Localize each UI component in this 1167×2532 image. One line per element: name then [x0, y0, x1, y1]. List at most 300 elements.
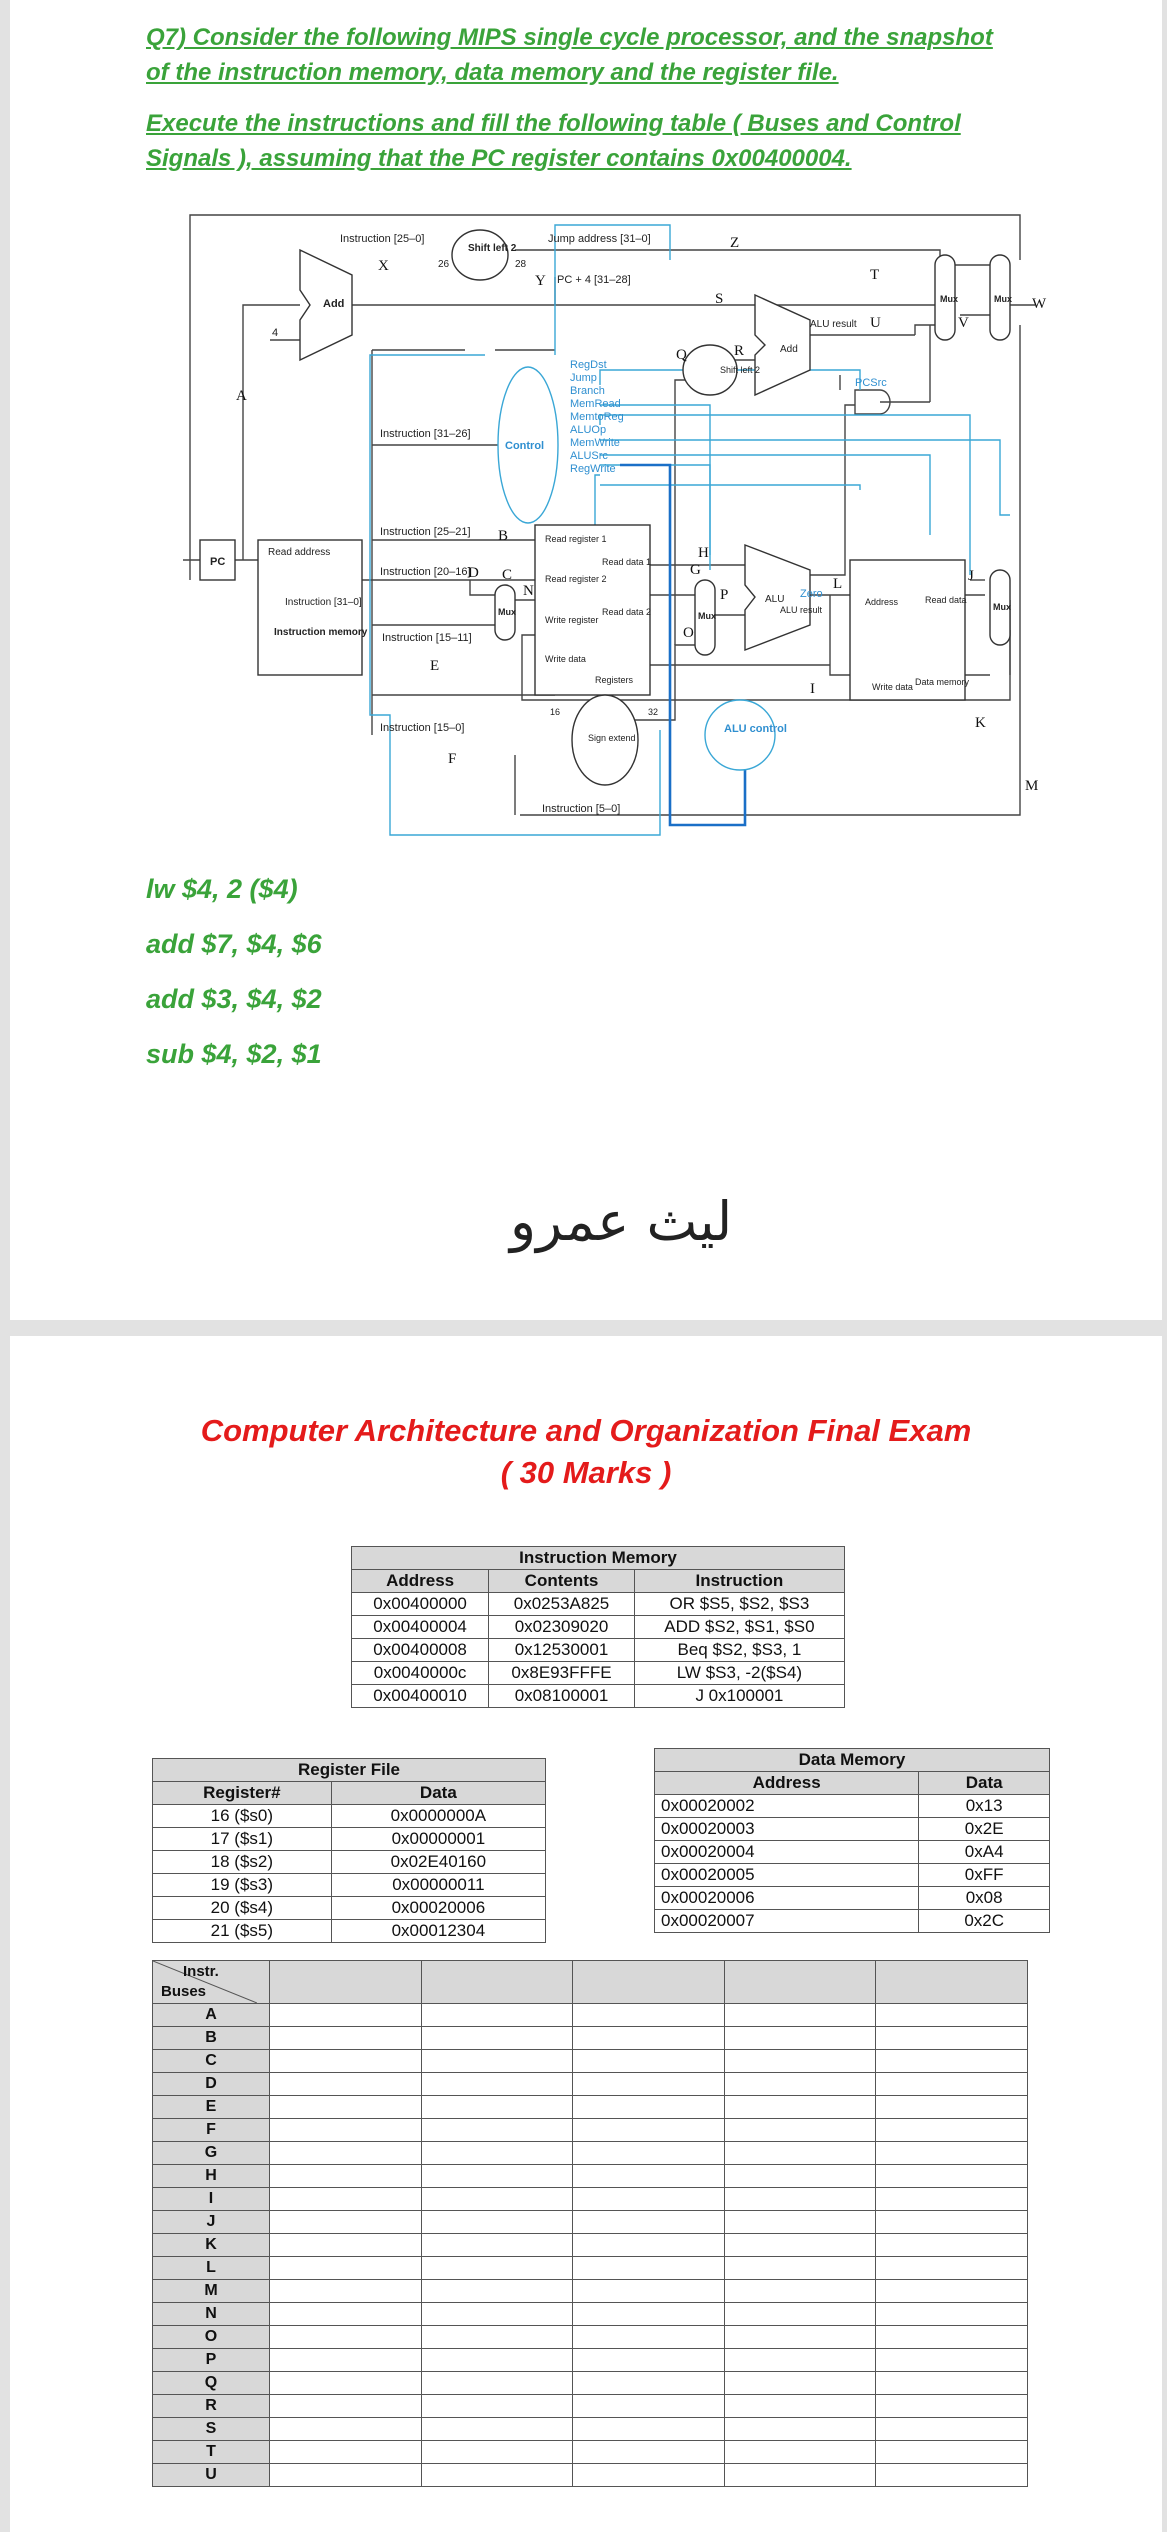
answer-cell[interactable] — [270, 2372, 422, 2395]
im-cell: 0x0040000c — [352, 1662, 489, 1685]
im-cell: 0x8E93FFFE — [489, 1662, 635, 1685]
answer-cell[interactable] — [573, 2257, 725, 2280]
answer-cell[interactable] — [876, 2188, 1028, 2211]
bus-row-label: S — [153, 2418, 270, 2441]
answer-cell[interactable] — [421, 2119, 573, 2142]
answer-cell[interactable] — [876, 2165, 1028, 2188]
answer-cell[interactable] — [876, 2096, 1028, 2119]
im-header-address: Address — [352, 1570, 489, 1593]
answer-cell[interactable] — [270, 2096, 422, 2119]
answer-cell[interactable] — [421, 2096, 573, 2119]
answer-cell[interactable] — [876, 2280, 1028, 2303]
answer-cell[interactable] — [724, 2004, 876, 2027]
table-row — [352, 1662, 845, 1685]
answer-cell[interactable] — [724, 2303, 876, 2326]
rf-cell: 19 ($s3) — [153, 1874, 332, 1897]
table-row — [153, 1805, 546, 1828]
answer-cell[interactable] — [876, 2142, 1028, 2165]
bus-row-label: U — [153, 2464, 270, 2487]
answer-cell[interactable] — [421, 2349, 573, 2372]
answer-cell[interactable] — [876, 2326, 1028, 2349]
answer-cell[interactable] — [876, 2257, 1028, 2280]
answer-cell[interactable] — [724, 2188, 876, 2211]
answer-cell[interactable] — [421, 2326, 573, 2349]
rf-cell: 0x00000011 — [331, 1874, 545, 1897]
answer-cell[interactable] — [724, 2165, 876, 2188]
answer-cell[interactable] — [573, 2326, 725, 2349]
answer-cell[interactable] — [270, 2280, 422, 2303]
table-row — [655, 1910, 1050, 1933]
label-memread: MemRead — [570, 398, 621, 410]
label-instr-5-0: Instruction [5–0] — [542, 803, 621, 815]
table-row — [352, 1639, 845, 1662]
answer-row — [153, 2050, 1028, 2073]
answer-cell[interactable] — [421, 2372, 573, 2395]
answer-cell[interactable] — [724, 2441, 876, 2464]
bus-row-label: R — [153, 2395, 270, 2418]
im-cell: 0x02309020 — [489, 1616, 635, 1639]
table-row — [153, 1851, 546, 1874]
answer-cell[interactable] — [573, 2280, 725, 2303]
bus-row-label: T — [153, 2441, 270, 2464]
answer-row — [153, 2464, 1028, 2487]
label-sign-extend: Sign extend — [588, 733, 636, 743]
answer-row — [153, 2349, 1028, 2372]
answer-cell[interactable] — [270, 2119, 422, 2142]
answer-cell[interactable] — [573, 2418, 725, 2441]
dm-cell: 0x00020007 — [655, 1910, 919, 1933]
label-read-data: Read data — [925, 595, 967, 605]
bus-label-R: R — [734, 343, 745, 359]
answer-cell[interactable] — [724, 2096, 876, 2119]
exam-title: Computer Architecture and Organization Final Exam — [200, 1413, 972, 1448]
rf-header-data: Data — [331, 1782, 545, 1805]
answer-cell[interactable] — [421, 2050, 573, 2073]
bus-label-Q: Q — [676, 347, 687, 363]
label-read-address: Read address — [268, 547, 331, 558]
answer-cell[interactable] — [270, 2188, 422, 2211]
im-header-instruction: Instruction — [634, 1570, 844, 1593]
data-memory-table — [654, 1748, 1050, 1933]
label-alu: ALU — [765, 594, 785, 605]
label-mux-5: Mux — [993, 602, 1011, 612]
bus-label-W: W — [1032, 296, 1047, 312]
answer-row — [153, 2188, 1028, 2211]
answer-cell[interactable] — [876, 2004, 1028, 2027]
label-instr-15-0: Instruction [15–0] — [380, 722, 465, 734]
corner-instr-label: Instr. — [183, 1963, 219, 1980]
table-row — [153, 1920, 546, 1943]
im-header-contents: Contents — [489, 1570, 635, 1593]
label-aluop: ALUOp — [570, 424, 607, 436]
answer-row — [153, 2211, 1028, 2234]
answer-cell[interactable] — [270, 2349, 422, 2372]
label-instr-25-21: Instruction [25–21] — [380, 526, 471, 538]
label-address: Address — [865, 597, 899, 607]
answer-cell[interactable] — [421, 2165, 573, 2188]
table-row — [153, 1874, 546, 1897]
answer-row — [153, 2395, 1028, 2418]
table-row — [655, 1864, 1050, 1887]
answer-cell[interactable] — [270, 2211, 422, 2234]
answer-cell[interactable] — [270, 2326, 422, 2349]
question-line-1: Q7) Consider the following MIPS single cycle processor, and the snapshot — [146, 24, 993, 51]
answer-cell[interactable] — [270, 2303, 422, 2326]
bus-label-O: O — [683, 625, 694, 641]
answer-row — [153, 2119, 1028, 2142]
label-alu-result-1: ALU result — [810, 319, 857, 330]
dm-header-data: Data — [919, 1772, 1050, 1795]
label-n4: 4 — [272, 327, 279, 339]
answer-cell[interactable] — [724, 2280, 876, 2303]
im-cell: 0x00400010 — [352, 1685, 489, 1708]
table-row — [655, 1887, 1050, 1910]
im-cell: Beq $S2, $S3, 1 — [634, 1639, 844, 1662]
dm-cell: 0x00020006 — [655, 1887, 919, 1910]
answer-cell[interactable] — [724, 2234, 876, 2257]
answer-row — [153, 2418, 1028, 2441]
answer-cell[interactable] — [573, 2188, 725, 2211]
answer-cell[interactable] — [724, 2464, 876, 2487]
bus-row-label: F — [153, 2119, 270, 2142]
answer-cell[interactable] — [270, 2464, 422, 2487]
dm-header-address: Address — [655, 1772, 919, 1795]
bus-label-B: B — [498, 528, 509, 544]
label-instruction-memory: Instruction memory — [274, 627, 368, 638]
answer-row — [153, 2165, 1028, 2188]
answer-row — [153, 2073, 1028, 2096]
bus-row-label: J — [153, 2211, 270, 2234]
answer-cell[interactable] — [573, 2165, 725, 2188]
bus-label-C: C — [502, 567, 513, 583]
code-line-1: lw $4, 2 ($4) — [146, 874, 298, 904]
register-file-table — [152, 1758, 546, 1943]
label-mux-2: Mux — [994, 294, 1012, 304]
label-read-register-2: Read register 2 — [545, 574, 607, 584]
bus-row-label: E — [153, 2096, 270, 2119]
answer-cell[interactable] — [421, 2464, 573, 2487]
table-row — [352, 1685, 845, 1708]
answer-cell[interactable] — [573, 2395, 725, 2418]
answer-cell[interactable] — [876, 2234, 1028, 2257]
label-read-data-1: Read data 1 — [602, 557, 652, 567]
answer-cell[interactable] — [573, 2372, 725, 2395]
bus-row-label: O — [153, 2326, 270, 2349]
bus-row-label: Q — [153, 2372, 270, 2395]
bus-label-Y: Y — [535, 273, 546, 289]
answer-row — [153, 2234, 1028, 2257]
answer-cell[interactable] — [270, 2004, 422, 2027]
bus-row-label: H — [153, 2165, 270, 2188]
answer-cell[interactable] — [724, 2050, 876, 2073]
page-2 — [10, 1336, 1162, 2532]
label-mux-4: Mux — [698, 611, 716, 621]
answer-cell[interactable] — [876, 2418, 1028, 2441]
rf-cell: 18 ($s2) — [153, 1851, 332, 1874]
answer-header-cell[interactable] — [270, 1961, 422, 2004]
bus-label-U: U — [870, 315, 881, 331]
rf-cell: 21 ($s5) — [153, 1920, 332, 1943]
im-cell: OR $S5, $S2, $S3 — [634, 1593, 844, 1616]
label-n16: 16 — [550, 707, 561, 717]
rf-cell: 20 ($s4) — [153, 1897, 332, 1920]
bus-label-K: K — [975, 715, 986, 731]
label-add-1: Add — [323, 298, 345, 310]
im-cell: 0x12530001 — [489, 1639, 635, 1662]
answer-cell[interactable] — [421, 2073, 573, 2096]
im-cell: 0x00400004 — [352, 1616, 489, 1639]
label-regwrite: RegWrite — [570, 463, 616, 475]
answer-cell[interactable] — [270, 2073, 422, 2096]
label-regdst: RegDst — [570, 359, 607, 371]
answer-cell[interactable] — [421, 2004, 573, 2027]
answer-cell[interactable] — [876, 2119, 1028, 2142]
dm-cell: 0xFF — [919, 1864, 1050, 1887]
answer-cell[interactable] — [876, 2027, 1028, 2050]
label-n32: 32 — [648, 707, 659, 717]
im-cell: 0x08100001 — [489, 1685, 635, 1708]
label-memwrite: MemWrite — [570, 437, 620, 449]
instruction-memory-title: Instruction Memory — [352, 1547, 845, 1570]
bus-label-D: D — [468, 565, 479, 581]
question-line-3: Execute the instructions and fill the following table ( Buses and Control — [146, 110, 961, 137]
bus-label-N: N — [523, 583, 534, 599]
answer-cell[interactable] — [876, 2211, 1028, 2234]
answer-cell[interactable] — [724, 2257, 876, 2280]
answer-row — [153, 2257, 1028, 2280]
answer-cell[interactable] — [724, 2119, 876, 2142]
bus-row-label: K — [153, 2234, 270, 2257]
bus-label-X: X — [378, 258, 389, 274]
answer-cell[interactable] — [270, 2050, 422, 2073]
bus-label-I: I — [810, 681, 815, 697]
label-instr-25-0: Instruction [25–0] — [340, 233, 425, 245]
label-mux-3: Mux — [498, 607, 516, 617]
answer-row — [153, 2326, 1028, 2349]
im-cell: J 0x100001 — [634, 1685, 844, 1708]
im-cell: ADD $S2, $S1, $S0 — [634, 1616, 844, 1639]
rf-cell: 0x00020006 — [331, 1897, 545, 1920]
label-read-data-2: Read data 2 — [602, 607, 652, 617]
bus-label-A: A — [236, 388, 247, 404]
answer-cell[interactable] — [724, 2027, 876, 2050]
label-n28: 28 — [515, 259, 527, 270]
label-branch: Branch — [570, 385, 605, 397]
bus-label-T: T — [870, 267, 880, 283]
answer-row — [153, 2441, 1028, 2464]
answer-row — [153, 2280, 1028, 2303]
rf-cell: 17 ($s1) — [153, 1828, 332, 1851]
answer-cell[interactable] — [724, 2395, 876, 2418]
answer-cell[interactable] — [573, 2464, 725, 2487]
exam-marks: ( 30 Marks ) — [500, 1455, 672, 1490]
table-row — [352, 1616, 845, 1639]
answer-cell[interactable] — [573, 2073, 725, 2096]
register-file-title: Register File — [153, 1759, 546, 1782]
question-line-2: of the instruction memory, data memory and the register file. — [146, 59, 839, 86]
label-pc: PC — [210, 556, 226, 568]
label-add-2: Add — [780, 344, 798, 355]
dm-cell: 0x00020005 — [655, 1864, 919, 1887]
answer-cell[interactable] — [573, 2119, 725, 2142]
answer-cell[interactable] — [270, 2395, 422, 2418]
answer-cell[interactable] — [876, 2395, 1028, 2418]
answer-cell[interactable] — [573, 2004, 725, 2027]
bus-label-V: V — [958, 315, 969, 331]
mips-datapath-diagram — [10, 195, 1162, 855]
table-row — [655, 1818, 1050, 1841]
dm-cell: 0x13 — [919, 1795, 1050, 1818]
answer-cell[interactable] — [724, 2211, 876, 2234]
answer-cell[interactable] — [270, 2165, 422, 2188]
label-pc4: PC + 4 [31–28] — [557, 274, 631, 286]
bus-label-P: P — [720, 587, 729, 603]
answer-row — [153, 2303, 1028, 2326]
answer-cell[interactable] — [421, 2188, 573, 2211]
answer-cell[interactable] — [421, 2211, 573, 2234]
answer-cell[interactable] — [876, 2050, 1028, 2073]
label-write-data-mem: Write data — [872, 682, 913, 692]
answer-cell[interactable] — [724, 2372, 876, 2395]
code-line-4: sub $4, $2, $1 — [146, 1039, 322, 1069]
answer-cell[interactable] — [876, 2349, 1028, 2372]
page-1 — [10, 0, 1162, 1320]
answer-cell[interactable] — [573, 2441, 725, 2464]
im-cell: LW $S3, -2($S4) — [634, 1662, 844, 1685]
answer-cell[interactable] — [270, 2234, 422, 2257]
answer-cell[interactable] — [421, 2280, 573, 2303]
dm-cell: 0x2C — [919, 1910, 1050, 1933]
answer-cell[interactable] — [876, 2303, 1028, 2326]
label-write-register: Write register — [545, 615, 599, 625]
answer-row — [153, 2142, 1028, 2165]
rf-cell: 0x00012304 — [331, 1920, 545, 1943]
label-jump: Jump — [570, 372, 597, 384]
answer-cell[interactable] — [573, 2050, 725, 2073]
label-control: Control — [505, 440, 545, 452]
bus-label-F: F — [448, 751, 457, 767]
answer-header-cell[interactable] — [573, 1961, 725, 2004]
answer-cell[interactable] — [573, 2349, 725, 2372]
bus-row-label: G — [153, 2142, 270, 2165]
answer-cell[interactable] — [876, 2464, 1028, 2487]
dm-cell: 0x2E — [919, 1818, 1050, 1841]
dm-cell: 0x00020004 — [655, 1841, 919, 1864]
answer-cell[interactable] — [421, 2027, 573, 2050]
answer-cell[interactable] — [724, 2349, 876, 2372]
bus-label-L: L — [833, 576, 843, 592]
answer-cell[interactable] — [724, 2142, 876, 2165]
answer-cell[interactable] — [421, 2234, 573, 2257]
answer-header-cell[interactable] — [421, 1961, 573, 2004]
dm-cell: 0x08 — [919, 1887, 1050, 1910]
label-alu-result-2: ALU result — [780, 605, 823, 615]
bus-label-E: E — [430, 658, 440, 674]
dm-cell: 0x00020003 — [655, 1818, 919, 1841]
label-data-memory: Data memory — [915, 677, 970, 687]
label-instr-15-11: Instruction [15–11] — [382, 632, 472, 644]
rf-cell: 0x00000001 — [331, 1828, 545, 1851]
bus-label-S: S — [715, 291, 724, 307]
bus-label-M: M — [1025, 778, 1039, 794]
answer-cell[interactable] — [724, 2326, 876, 2349]
answer-cell[interactable] — [270, 2418, 422, 2441]
label-instr-31-26: Instruction [31–26] — [380, 428, 471, 440]
answer-cell[interactable] — [270, 2027, 422, 2050]
table-row — [655, 1795, 1050, 1818]
answer-cell[interactable] — [876, 2441, 1028, 2464]
bus-row-label: D — [153, 2073, 270, 2096]
answer-cell[interactable] — [573, 2027, 725, 2050]
answer-cell[interactable] — [573, 2211, 725, 2234]
answer-row — [153, 2027, 1028, 2050]
answer-row — [153, 2004, 1028, 2027]
label-memtoreg: MemtoReg — [570, 411, 624, 423]
answer-cell[interactable] — [421, 2303, 573, 2326]
data-memory-title: Data Memory — [655, 1749, 1050, 1772]
handwritten-signature: ليث عمرو — [510, 1190, 733, 1253]
answer-cell[interactable] — [270, 2142, 422, 2165]
code-line-3: add $3, $4, $2 — [146, 984, 322, 1014]
label-read-register-1: Read register 1 — [545, 534, 607, 544]
answer-cell[interactable] — [421, 2395, 573, 2418]
question-line-4: Signals ), assuming that the PC register contains 0x00400004. — [146, 145, 852, 172]
rf-cell: 16 ($s0) — [153, 1805, 332, 1828]
instruction-memory-table — [351, 1546, 845, 1708]
answer-header-cell[interactable] — [724, 1961, 876, 2004]
answer-cell[interactable] — [421, 2142, 573, 2165]
rf-cell: 0x0000000A — [331, 1805, 545, 1828]
answer-cell[interactable] — [724, 2073, 876, 2096]
answer-cell[interactable] — [421, 2257, 573, 2280]
label-instr-20-16: Instruction [20–16] — [380, 566, 471, 578]
bus-row-label: B — [153, 2027, 270, 2050]
answer-cell[interactable] — [421, 2441, 573, 2464]
bus-row-label: N — [153, 2303, 270, 2326]
answer-row — [153, 2096, 1028, 2119]
label-mux-1: Mux — [940, 294, 958, 304]
bus-row-label: I — [153, 2188, 270, 2211]
im-cell: 0x0253A825 — [489, 1593, 635, 1616]
dm-cell: 0x00020002 — [655, 1795, 919, 1818]
label-alusrc: ALUSrc — [570, 450, 608, 462]
answer-cell[interactable] — [270, 2441, 422, 2464]
answer-cell[interactable] — [270, 2257, 422, 2280]
bus-label-H: H — [698, 545, 709, 561]
table-row — [655, 1841, 1050, 1864]
answer-table-corner — [153, 1961, 270, 2004]
bus-row-label: L — [153, 2257, 270, 2280]
answer-cell[interactable] — [421, 2418, 573, 2441]
answer-cell[interactable] — [724, 2418, 876, 2441]
label-alu-control: ALU control — [724, 723, 787, 735]
answer-cell[interactable] — [876, 2372, 1028, 2395]
bus-row-label: C — [153, 2050, 270, 2073]
corner-buses-label: Buses — [161, 1983, 207, 2000]
bus-row-label: A — [153, 2004, 270, 2027]
label-instruction-31-0: Instruction [31–0] — [285, 597, 362, 608]
answer-cell[interactable] — [876, 2073, 1028, 2096]
bus-label-Z: Z — [730, 235, 740, 251]
answer-cell[interactable] — [573, 2096, 725, 2119]
label-shift-left-2-top: Shift left 2 — [468, 243, 517, 254]
table-row — [352, 1593, 845, 1616]
bus-row-label: M — [153, 2280, 270, 2303]
answer-header-cell[interactable] — [876, 1961, 1028, 2004]
answer-cell[interactable] — [573, 2303, 725, 2326]
answer-cell[interactable] — [573, 2142, 725, 2165]
answer-cell[interactable] — [573, 2234, 725, 2257]
